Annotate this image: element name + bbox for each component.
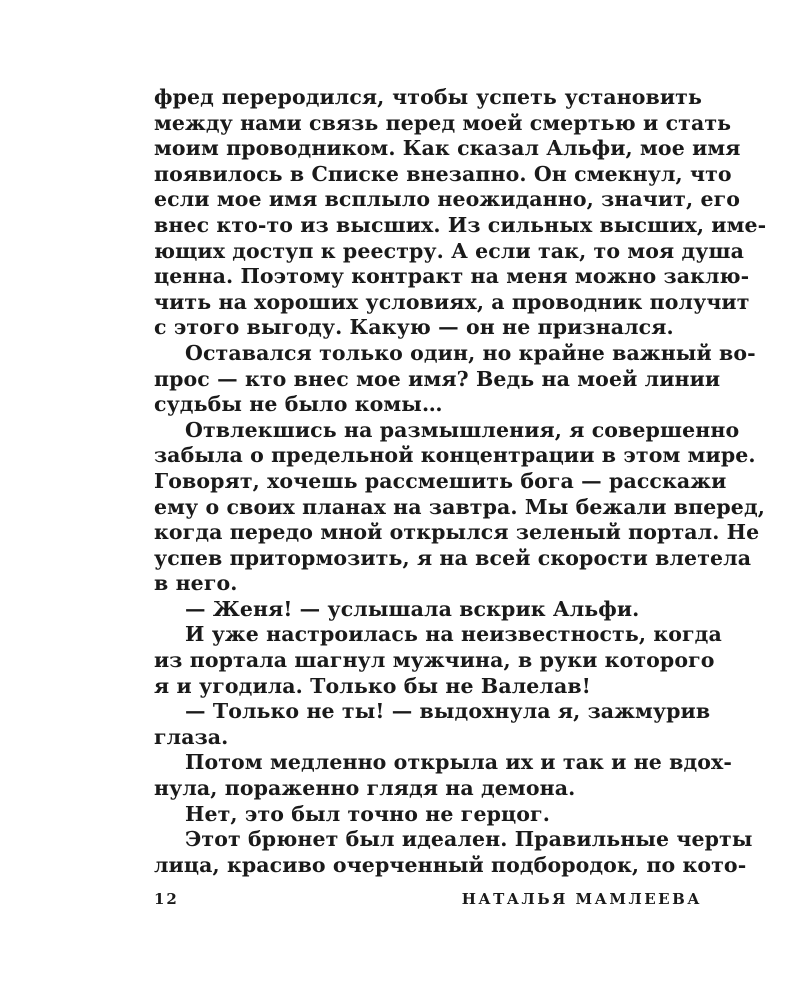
text-line: из портала шагнул мужчина, в руки которого — [154, 648, 715, 673]
text-line: нула, пораженно глядя на демона. — [154, 776, 576, 801]
text-line: между нами связь перед моей смертью и стать — [154, 110, 732, 135]
text-line: Оставался только один, но крайне важный во- — [185, 340, 756, 365]
text-line: когда передо мной открылся зеленый портал. Не — [154, 520, 760, 545]
text-line: появилось в Списке внезапно. Он смекнул, что — [154, 161, 732, 186]
text-line: забыла о предельной концентрации в этом мире. — [154, 443, 756, 468]
text-line: Нет, это был точно не герцог. — [185, 801, 550, 826]
text-line: — Только не ты! — выдохнула я, зажмурив — [185, 699, 711, 724]
text-line: Потом медленно открыла их и так и не вдох- — [185, 750, 732, 775]
text-line: Этот брюнет был идеален. Правильные черты — [185, 827, 753, 852]
text-line: фред переродился, чтобы успеть установить — [154, 85, 702, 109]
body-text — [154, 85, 767, 878]
text-line: в него. — [154, 571, 238, 596]
text-line: если мое имя всплыло неожиданно, значит, его — [154, 187, 741, 212]
text-line: И уже настроилась на неизвестность, когда — [185, 622, 722, 647]
text-line: судьбы не было комы… — [154, 392, 443, 417]
text-line: моим проводником. Как сказал Альфи, мое имя — [154, 136, 741, 161]
text-line: успев притормозить, я на всей скорости влетела — [154, 545, 752, 570]
text-line: Говорят, хочешь рассмешить бога — расскажи — [154, 468, 727, 493]
text-line: ценна. Поэтому контракт на меня можно заклю- — [154, 264, 750, 289]
page-number: 12 — [154, 890, 179, 908]
text-line: — Женя! — услышала вскрик Альфи. — [185, 596, 640, 621]
text-line: я и угодила. Только бы не Валелав! — [154, 673, 591, 698]
text-line: ющих доступ к реестру. А если так, то моя душа — [154, 238, 745, 263]
running-header-author: НАТАЛЬЯ МАМЛЕЕВА — [461, 890, 702, 908]
text-line: прос — кто внес мое имя? Ведь на моей линии — [154, 366, 721, 391]
text-line: внес кто-то из высших. Из сильных высших, име- — [154, 212, 767, 237]
text-line: ему о своих планах на завтра. Мы бежали вперед, — [154, 494, 765, 519]
text-line: с этого выгоду. Какую — он не признался. — [154, 315, 674, 340]
text-line: чить на хороших условиях, а проводник получит — [154, 289, 750, 314]
text-line: глаза. — [154, 724, 229, 749]
text-line: Отвлекшись на размышления, я совершенно — [185, 417, 740, 442]
text-line: лица, красиво очерченный подбородок, по кото- — [154, 852, 747, 877]
page-footer — [154, 890, 702, 914]
